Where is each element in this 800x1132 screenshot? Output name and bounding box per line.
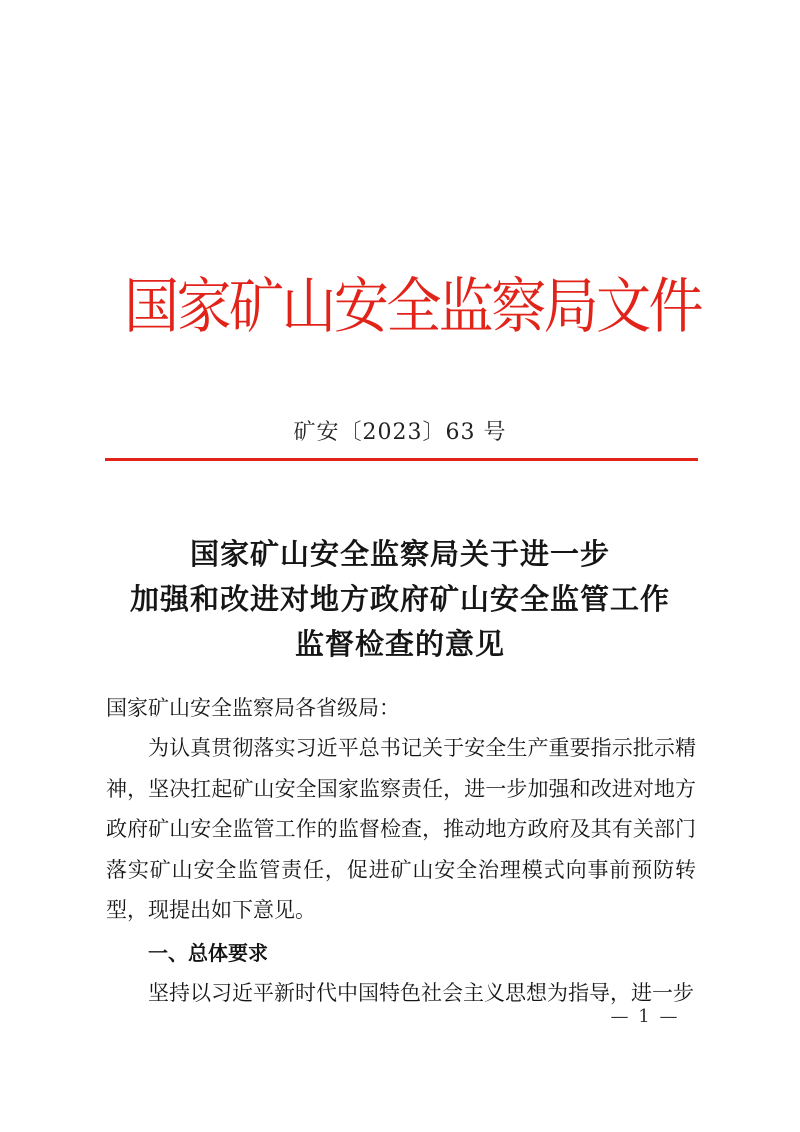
document-body bbox=[106, 688, 696, 1013]
document-number: 矿安〔2023〕63 号 bbox=[293, 420, 507, 445]
title-line-3: 监督检查的意见 bbox=[294, 627, 505, 661]
page-number: — 1 — bbox=[610, 1006, 680, 1027]
section-heading-general-requirements: 一、总体要求 bbox=[148, 940, 268, 965]
paragraph-general-requirements: 坚持以习近平新时代中国特色社会主义思想为指导，进一步 bbox=[148, 980, 694, 1005]
document-title bbox=[100, 532, 700, 667]
title-line-1: 国家矿山安全监察局关于进一步 bbox=[189, 537, 610, 571]
red-separator-line bbox=[105, 458, 698, 461]
salutation: 国家矿山安全监察局各省级局： bbox=[106, 696, 400, 720]
issuer-header-title: 国家矿山安全监察局文件 bbox=[124, 272, 701, 342]
paragraph-intro: 为认真贯彻落实习近平总书记关于安全生产重要指示批示精神，坚决扛起矿山安全国家监察责任，进一步加强和改进对地方政府矿山安全监管工作的监督检查，推动地方政府及其有关部门落实矿山安全监管责任，促进矿山安全治理模式向事前预防转型，现提出如下意见。 bbox=[106, 736, 696, 922]
title-line-2: 加强和改进对地方政府矿山安全监管工作 bbox=[129, 582, 670, 616]
